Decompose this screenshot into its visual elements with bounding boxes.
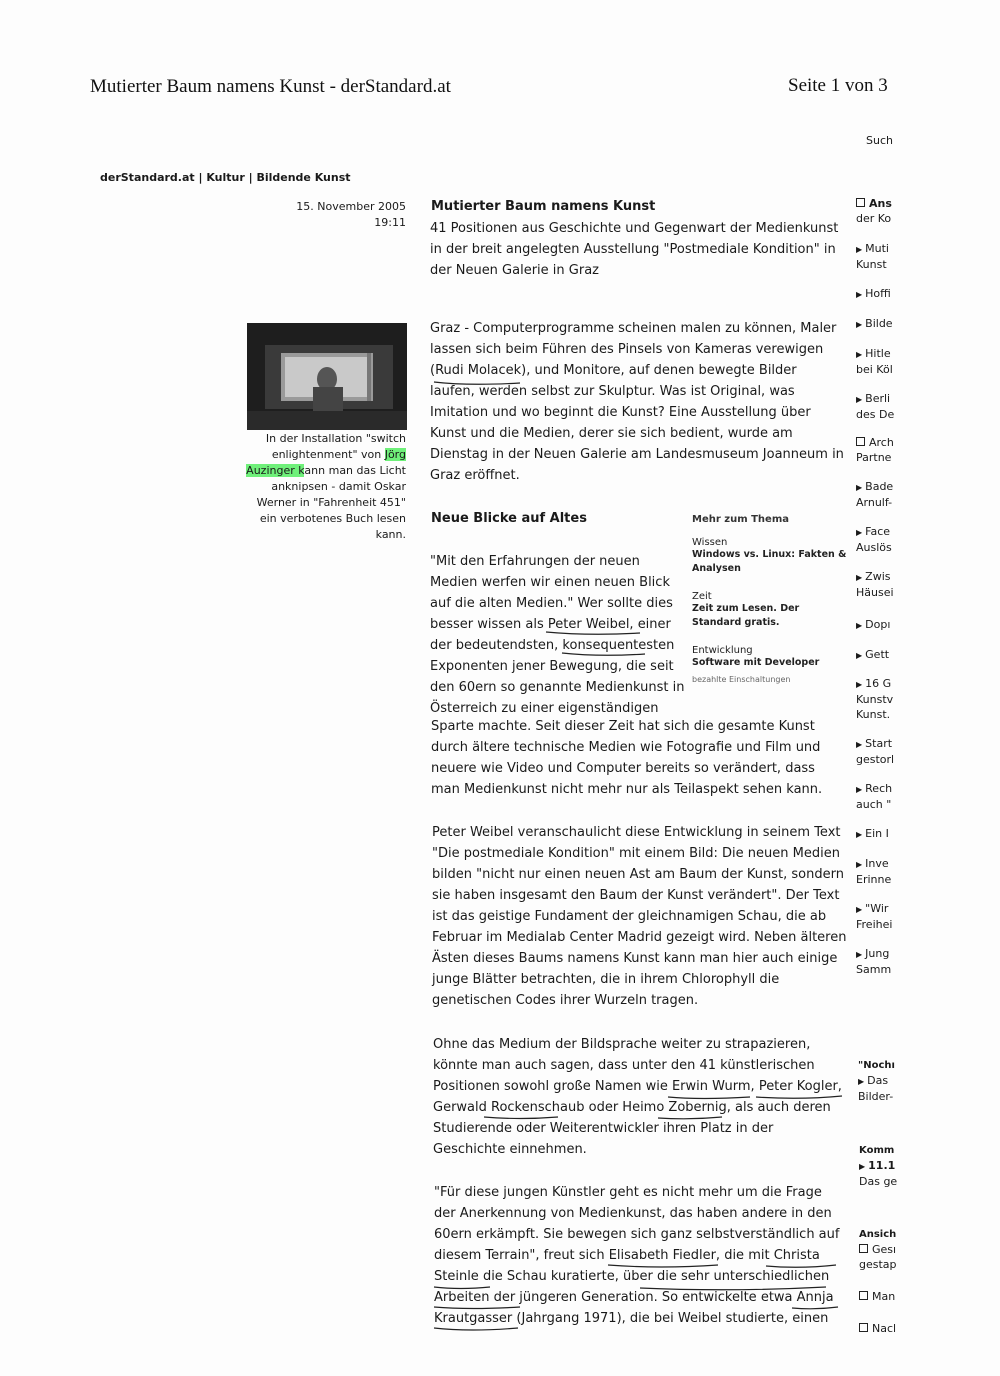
sidebar-link-text: Kunst. <box>856 708 891 721</box>
text-line: Geschichte einnehmen. <box>433 1142 587 1157</box>
right-sidebar <box>856 196 900 977</box>
text-line: "Die postmediale Kondition" mit einem Bild: Die neuen Medien <box>432 846 840 861</box>
sidebar-link[interactable] <box>856 569 900 600</box>
sidebar-heading: "Nochı <box>858 1060 895 1071</box>
sidebar-link-text: Man <box>872 1290 896 1303</box>
checkbox-icon <box>859 1244 868 1253</box>
sidebar-link[interactable] <box>856 196 900 226</box>
document-title: Mutierter Baum namens Kunst - derStandard.at <box>90 76 451 97</box>
triangle-icon: ▶ <box>856 830 863 839</box>
triangle-icon: ▶ <box>856 621 863 630</box>
article-title: Mutierter Baum namens Kunst <box>431 199 656 214</box>
sidebar-link[interactable] <box>856 316 900 332</box>
sidebar-link[interactable] <box>856 647 900 663</box>
text-line: Kunst und die Medien, derer sie sich bedient, wurde am <box>430 426 793 441</box>
sidebar-link-text: Arnulf- <box>856 496 893 509</box>
text-line: ist das geistige Fundament der gleichnamigen Schau, die ab <box>432 909 827 924</box>
sidebar-link-title: ▶ Jung <box>856 947 890 960</box>
triangle-icon: ▶ <box>856 740 863 749</box>
sidebar-link-text: 11.1 <box>868 1159 896 1172</box>
text-line: Steinle die Schau kuratierte, über die sehr unterschiedlichen <box>434 1269 830 1284</box>
text-line: Dienstag in der Neuen Galerie am Landesmuseum Joanneum in <box>430 447 844 462</box>
text-line: Positionen sowohl große Namen wie Erwin Wurm, Peter Kogler, <box>433 1079 842 1094</box>
paragraph-1 <box>430 318 850 486</box>
related-link[interactable]: Windows vs. Linux: Fakten & <box>692 549 847 560</box>
sidebar-section-ansicht <box>859 1227 900 1336</box>
related-keyword: Zeit <box>692 591 712 602</box>
sidebar-link[interactable] <box>856 391 900 422</box>
text-line: Arbeiten der jüngeren Generation. So entwickelte etwa Annja <box>434 1290 834 1305</box>
sidebar-link-text: Das ge <box>859 1175 898 1188</box>
caption-line: In der Installation "switch <box>265 432 406 445</box>
sidebar-link-text: Das <box>867 1074 889 1087</box>
sidebar-link[interactable] <box>859 1242 900 1257</box>
text-line: der Anerkennung von Medienkunst, das haben andere in den <box>434 1206 832 1221</box>
text-line: Ästen dieses Baums namens Kunst kann man hier auch einige <box>432 951 838 966</box>
text-line: lassen sich beim Führen des Pinsels von Kameras verewigen <box>430 342 824 357</box>
text-line: Graz eröffnet. <box>430 468 520 483</box>
text-line: neuere wie Video und Computer bereits so verändert, dass <box>431 761 815 776</box>
caption-line: kann. <box>375 528 406 541</box>
related-topics-box <box>692 514 852 684</box>
sidebar-link-title: ▶ Hitle <box>856 347 891 360</box>
sidebar-link-title: ▶ "Wir <box>856 902 889 915</box>
sidebar-list <box>856 196 900 977</box>
checkbox-icon <box>859 1323 868 1332</box>
breadcrumb[interactable]: derStandard.at | Kultur | Bildende Kunst <box>100 171 351 184</box>
checkbox-icon <box>856 198 865 207</box>
installation-photo-image <box>247 323 407 430</box>
photo-caption <box>230 431 406 543</box>
sidebar-link[interactable] <box>856 946 900 977</box>
related-link[interactable]: Zeit zum Lesen. Der <box>692 603 800 614</box>
pen-underline <box>560 650 680 670</box>
sidebar-link[interactable] <box>856 856 900 887</box>
search-label[interactable]: Such <box>866 134 893 147</box>
ad-notice: bezahlte Einschaltungen <box>692 675 791 684</box>
sidebar-link[interactable] <box>856 901 900 932</box>
sidebar-link-text: Partne <box>856 451 892 464</box>
text-line: Februar im Medialab Center Madrid gezeigt wird. Neben älteren <box>432 930 847 945</box>
sidebar-link[interactable] <box>858 1073 900 1089</box>
triangle-icon: ▶ <box>856 483 863 492</box>
sidebar-link-text: Häusei <box>856 586 894 599</box>
related-link[interactable]: Analysen <box>692 563 741 574</box>
text-line: 60ern erkämpft. Sie bewegen sich ganz selbstverständlich auf <box>434 1227 840 1242</box>
related-heading: Mehr zum Thema <box>692 514 789 525</box>
sidebar-link-text: Kunstv <box>856 693 894 706</box>
sidebar-link-title: ▶ Berli <box>856 392 891 405</box>
text-line: Studierende oder Weiterentwickler ihren Platz in der <box>433 1121 774 1136</box>
triangle-icon: ▶ <box>856 860 863 869</box>
pen-underline <box>430 1304 850 1336</box>
sidebar-link-title: ▶ Hoffi <box>856 287 891 300</box>
checkbox-icon <box>856 437 865 446</box>
text-line: durch ältere technische Medien wie Fotografie und Film und <box>431 740 821 755</box>
sidebar-link-text: gestorl <box>856 753 895 766</box>
related-keyword: Wissen <box>692 537 728 548</box>
caption-line: anknipsen - damit Oskar <box>271 480 406 493</box>
sidebar-link-text: Erinne <box>856 873 892 886</box>
sidebar-link-text: Samm <box>856 963 892 976</box>
triangle-icon: ▶ <box>856 528 863 537</box>
lead-line: 41 Positionen aus Geschichte und Gegenwart der Medienkunst <box>430 221 839 236</box>
paragraph-3 <box>432 822 852 1011</box>
sidebar-link-text: Kunst <box>856 258 887 271</box>
sidebar-link[interactable] <box>856 736 900 767</box>
sidebar-link[interactable] <box>859 1321 900 1336</box>
sidebar-link[interactable] <box>856 286 900 302</box>
sidebar-link-title: ▶ Face <box>856 525 891 538</box>
sidebar-link-title: ▶ Muti <box>856 242 889 255</box>
triangle-icon: ▶ <box>856 395 863 404</box>
triangle-icon: ▶ <box>856 680 863 689</box>
lead-line: der Neuen Galerie in Graz <box>430 263 599 278</box>
text-line: den 60ern so genannte Medienkunst in <box>430 680 685 695</box>
text-line: bilden "nicht nur einen neuen Ast am Baum der Kunst, sondern <box>432 867 844 882</box>
sidebar-link[interactable] <box>856 346 900 377</box>
caption-text: enlightenment" von <box>271 448 385 461</box>
sidebar-link-text: des De <box>856 408 895 421</box>
sidebar-link-title: ▶ Gett <box>856 648 890 661</box>
text-line: könnte man auch sagen, dass unter den 41 künstlerischen <box>433 1058 815 1073</box>
caption-text: ann man das Licht <box>304 464 406 477</box>
sidebar-link-title: ▶ Bilde <box>856 317 893 330</box>
text-line: Krautgasser (Jahrgang 1971), die bei Weibel studierte, einen <box>434 1311 829 1326</box>
text-line: Peter Weibel veranschaulicht diese Entwicklung in seinem Text <box>432 825 841 840</box>
triangle-icon: ▶ <box>856 290 863 299</box>
text-line: Ohne das Medium der Bildsprache weiter zu strapazieren, <box>433 1037 811 1052</box>
sidebar-link[interactable] <box>856 241 900 272</box>
pen-underline <box>480 1114 730 1134</box>
sidebar-link-title: ▶ Bade <box>856 480 894 493</box>
sidebar-link[interactable] <box>856 826 900 842</box>
sidebar-link-title: Arch <box>856 435 900 450</box>
text-line: sie haben insgesamt den Baum der Kunst verändert". Der Text <box>432 888 840 903</box>
text-line: Exponenten jener Bewegung, die seit <box>430 659 674 674</box>
caption-line <box>230 447 406 463</box>
related-link[interactable]: Standard gratis. <box>692 617 780 628</box>
triangle-icon: ▶ <box>856 320 863 329</box>
sidebar-link-text: Nacl <box>872 1322 897 1335</box>
text-line: diesem Terrain", freut sich Elisabeth Fiedler, die mit Christa <box>434 1248 820 1263</box>
time-text: 19:11 <box>374 216 406 229</box>
sidebar-link-title: ▶ Start <box>856 737 893 750</box>
triangle-icon: ▶ <box>856 905 863 914</box>
sidebar-link[interactable] <box>856 435 900 465</box>
sidebar-link-text: Auslös <box>856 541 892 554</box>
caption-line: ein verbotenes Buch lesen <box>259 512 406 525</box>
triangle-icon: ▶ <box>859 1162 866 1171</box>
sidebar-link-title: ▶ Rech <box>856 782 893 795</box>
text-line: junge Blätter betrachten, die in ihrem Chlorophyll die <box>432 972 780 987</box>
related-keyword: Entwicklung <box>692 645 753 656</box>
sidebar-link-text: Freihei <box>856 918 893 931</box>
triangle-icon: ▶ <box>858 1077 865 1086</box>
sidebar-heading: Ansich <box>859 1229 897 1240</box>
pen-underline <box>600 1262 850 1282</box>
sidebar-link-text: Gesı <box>872 1243 897 1256</box>
text-line: besser wissen als Peter Weibel, einer <box>430 617 671 632</box>
triangle-icon: ▶ <box>856 573 863 582</box>
text-line: "Für diese jungen Künstler geht es nicht mehr um die Frage <box>434 1185 822 1200</box>
caption-line: Werner in "Fahrenheit 451" <box>256 496 406 509</box>
sidebar-link[interactable] <box>856 524 900 555</box>
sidebar-link-text: auch " <box>856 798 892 811</box>
pen-underline <box>430 1284 850 1304</box>
sidebar-link-title: ▶ Ein I <box>856 827 889 840</box>
sidebar-link-title: ▶ 16 G <box>856 677 892 690</box>
sidebar-link-title: ▶ Inve <box>856 857 889 870</box>
sidebar-link[interactable] <box>856 781 900 812</box>
related-link[interactable]: Software mit Developer <box>692 657 820 668</box>
text-line: laufen, werden selbst zur Skulptur. Was ist Original, was <box>430 384 795 399</box>
text-line: auf die alten Medien." Wer sollte dies <box>430 596 673 611</box>
caption-line <box>230 463 406 479</box>
date-text: 15. November 2005 <box>296 200 406 213</box>
text-line: Sparte machte. Seit dieser Zeit hat sich die gesamte Kunst <box>431 719 815 734</box>
article-photo <box>247 323 407 430</box>
text-line: Gerwald Rockenschaub oder Heimo Zobernig, als auch deren <box>433 1100 831 1115</box>
section-subhead: Neue Blicke auf Altes <box>431 511 587 526</box>
text-line: (Rudi Molacek), und Monitore, auf denen bewegte Bilder <box>430 363 797 378</box>
sidebar-link-title: Ans <box>856 196 900 211</box>
text-line: "Mit den Erfahrungen der neuen <box>430 554 640 569</box>
triangle-icon: ▶ <box>856 950 863 959</box>
text-line: Graz - Computerprogramme scheinen malen zu können, Maler <box>430 321 837 336</box>
triangle-icon: ▶ <box>856 651 863 660</box>
pen-underline <box>418 380 538 400</box>
highlighted-name: Jörg <box>384 448 406 461</box>
lead-line: in der breit angelegten Ausstellung "Postmediale Kondition" in <box>430 242 836 257</box>
triangle-icon: ▶ <box>856 785 863 794</box>
text-line: der bedeutendsten, konsequentesten <box>430 638 675 653</box>
checkbox-icon <box>859 1291 868 1300</box>
article-lead <box>430 218 850 281</box>
sidebar-link-title: ▶ Dopı <box>856 618 891 631</box>
sidebar-link-text: bei Köl <box>856 363 893 376</box>
triangle-icon: ▶ <box>856 350 863 359</box>
article-date <box>260 199 406 231</box>
text-line: genetischen Codes ihrer Wurzeln tragen. <box>432 993 699 1008</box>
sidebar-link-text: der Ko <box>856 212 892 225</box>
paragraph-2-continued <box>431 716 851 800</box>
text-line: Medien werfen wir einen neuen Blick <box>430 575 670 590</box>
sidebar-link[interactable] <box>856 479 900 510</box>
page-number: Seite 1 von 3 <box>788 75 888 96</box>
sidebar-link[interactable] <box>856 676 900 722</box>
text-line: man Medienkunst nicht mehr nur als Teilaspekt sehen kann. <box>431 782 823 797</box>
sidebar-link[interactable] <box>856 617 900 633</box>
sidebar-heading: Komm <box>859 1145 895 1156</box>
highlighted-name: Auzinger k <box>246 464 305 477</box>
sidebar-link-text: Bilder- <box>858 1090 894 1103</box>
triangle-icon: ▶ <box>856 245 863 254</box>
sidebar-section-noch <box>858 1058 900 1104</box>
sidebar-section-kommentare <box>859 1143 900 1189</box>
text-line: Imitation und wo beginnt die Kunst? Eine Ausstellung über <box>430 405 811 420</box>
text-line: Österreich zu einer eigenständigen <box>430 701 659 716</box>
sidebar-link[interactable] <box>859 1289 900 1304</box>
sidebar-link[interactable] <box>859 1158 900 1174</box>
sidebar-link-text: gestap <box>859 1258 897 1271</box>
sidebar-link-title: ▶ Zwis <box>856 570 891 583</box>
